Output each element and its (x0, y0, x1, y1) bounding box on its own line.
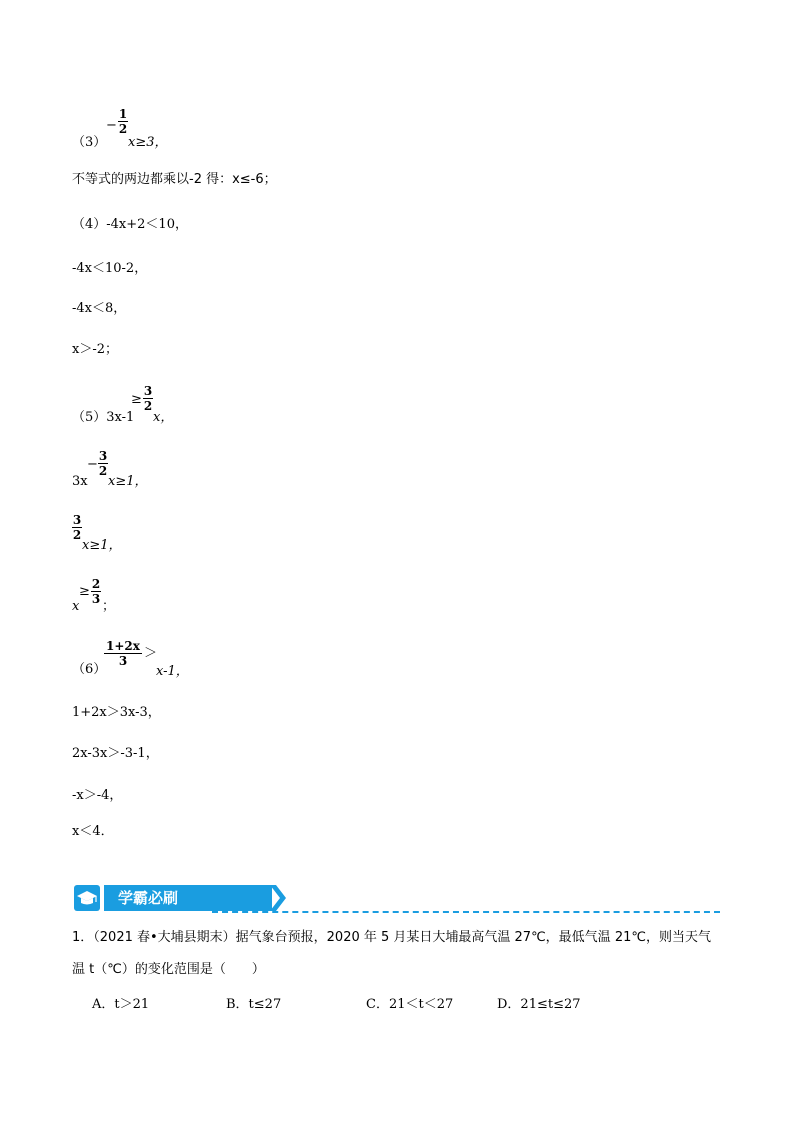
step-5a-minus: − (87, 457, 98, 472)
step-6-label: （6） (72, 662, 107, 677)
fraction-denominator: 3 (118, 654, 128, 668)
fraction-numerator: 1 (118, 107, 128, 121)
step-5c-rest: ； (102, 599, 116, 614)
question-line-1: 1．（2021 春•大埔县期末）据气象台预报，2020 年 5 月某日大埔最高气温 27℃，最低气温 21℃，则当天气 (72, 930, 711, 945)
step-3-minus: − (106, 118, 117, 133)
step-5-ge: ≥ (131, 392, 142, 407)
step-5-label: （5）3x-1 (72, 410, 135, 425)
step-3-rest: x≥3， (128, 135, 168, 150)
step-5a-pre: 3x (72, 474, 88, 489)
step-5a-rest: x≥1， (108, 474, 148, 489)
fraction-denominator: 2 (72, 528, 82, 542)
step-4c: x＞-2； (72, 342, 118, 357)
option-d[interactable]: D．21≤t≤27 (497, 997, 581, 1012)
step-3-fraction (118, 108, 128, 135)
question-line-2: 温 t（℃）的变化范围是（ ） (72, 962, 265, 977)
option-b[interactable]: B．t≤27 (226, 997, 282, 1012)
step-4a: -4x＜10-2， (72, 261, 148, 276)
section-title: 学霸必刷 (104, 885, 272, 911)
fraction-numerator: 2 (91, 577, 101, 591)
step-6d: x＜4． (72, 824, 114, 839)
step-5b-rest: x≥1， (82, 538, 122, 553)
step-5c-pre: x (72, 599, 80, 614)
fraction-denominator: 3 (91, 592, 101, 606)
banner-divider (212, 911, 720, 913)
fraction-numerator: 1+2x (106, 639, 140, 653)
step-5c-ge: ≥ (79, 584, 90, 599)
graduation-cap-icon (74, 885, 100, 911)
fraction-numerator: 3 (143, 384, 153, 398)
fraction-numerator: 3 (72, 513, 82, 527)
step-4b: -4x＜8， (72, 301, 127, 316)
fraction-denominator: 2 (143, 399, 153, 413)
step-5b-fraction (72, 514, 82, 541)
step-6c: -x＞-4， (72, 788, 123, 803)
step-6-rest: x-1， (156, 664, 189, 679)
step-5a-fraction (98, 450, 108, 477)
step-6b: 2x-3x＞-3-1， (72, 746, 159, 761)
step-6-fraction (104, 640, 142, 667)
option-c[interactable]: C．21＜t＜27 (366, 997, 454, 1012)
fraction-denominator: 2 (118, 122, 128, 136)
step-3-note: 不等式的两边都乘以-2 得：x≤-6； (72, 172, 277, 187)
step-3-label: （3） (72, 135, 107, 150)
fraction-numerator: 3 (98, 449, 108, 463)
step-5-fraction (143, 385, 153, 412)
step-6-gt: ＞ (144, 646, 158, 661)
option-a[interactable]: A．t＞21 (92, 997, 150, 1012)
chevron-right-icon (270, 885, 288, 913)
step-5c-fraction (91, 578, 101, 605)
step-4: （4）-4x+2＜10， (72, 217, 188, 232)
fraction-denominator: 2 (98, 464, 108, 478)
step-6a: 1+2x＞3x-3， (72, 705, 161, 720)
step-5-rest: x， (153, 410, 174, 425)
